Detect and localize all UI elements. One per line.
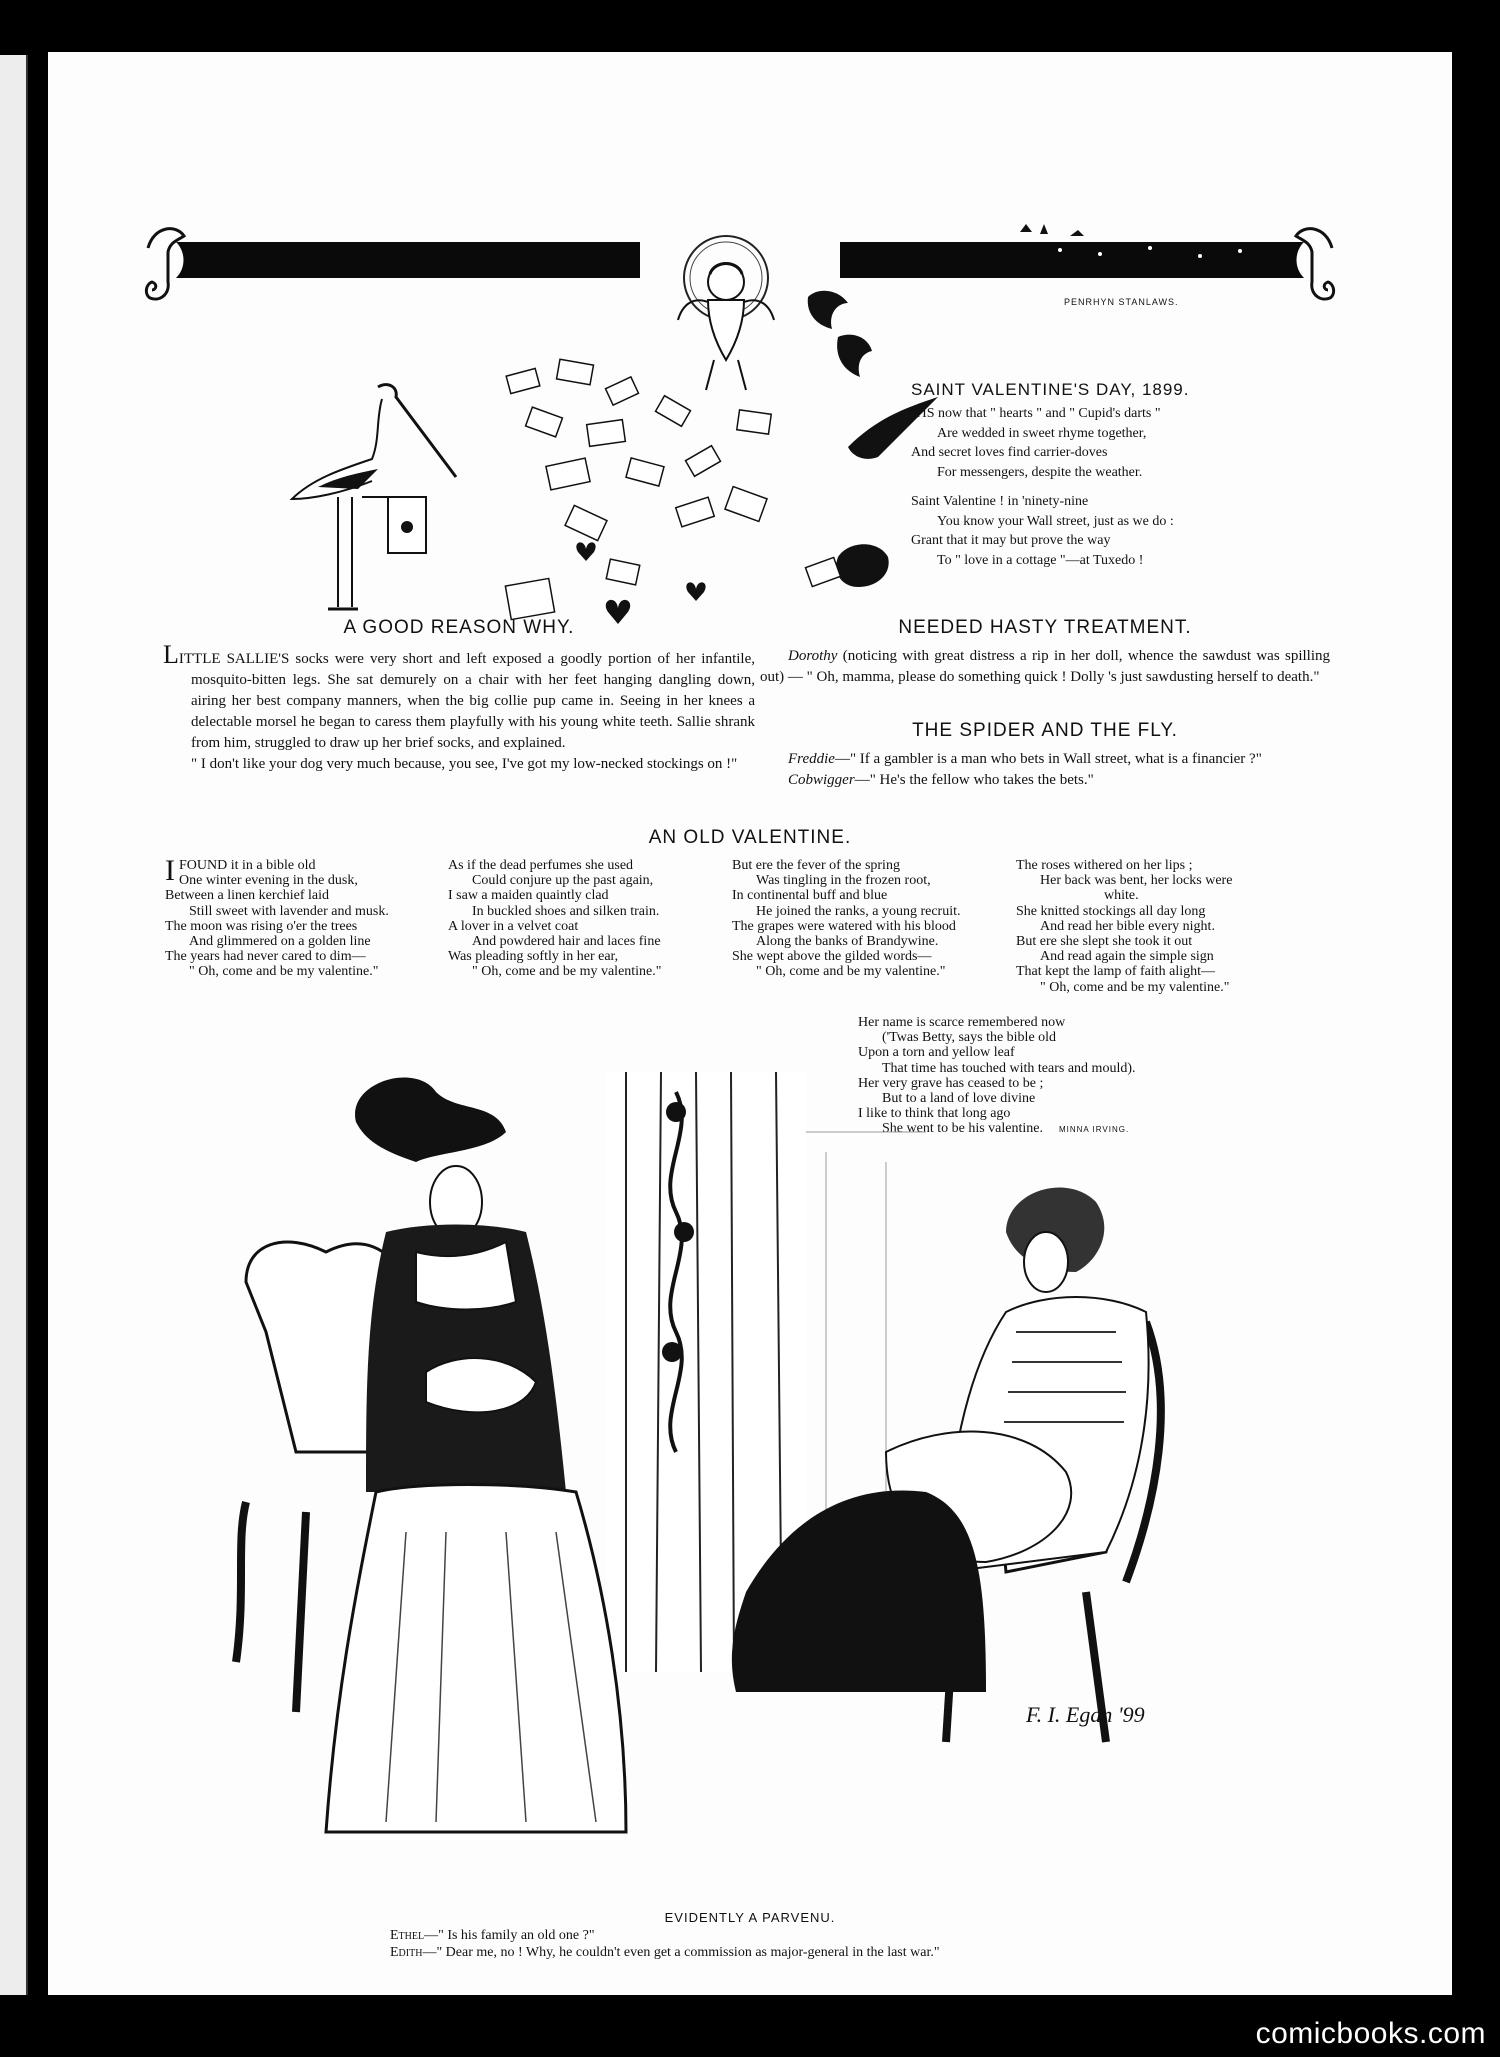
poem-line: As if the dead perfumes she used <box>448 858 634 873</box>
spider-fly-article <box>760 720 1330 791</box>
poem-line: Was tingling in the frozen root, <box>756 873 931 889</box>
poem-line: That time has touched with tears and mould). <box>882 1060 1136 1076</box>
poem-line: Saint Valentine ! in 'ninety-nine <box>911 494 1089 509</box>
speaker-name: Cobwigger <box>788 772 855 788</box>
speaker-name: Edith <box>390 1945 423 1960</box>
old-valentine-column-3 <box>732 858 1017 980</box>
poem-line: FOUND it in a bible old <box>179 858 316 873</box>
poem-line: She knitted stockings all day long <box>1016 903 1206 919</box>
speaker-name: Dorothy <box>788 648 838 664</box>
saint-valentine-stanza-1 <box>911 404 1311 482</box>
poem-line: Upon a torn and yellow leaf <box>858 1045 1015 1061</box>
poem-line: " Oh, come and be my valentine." <box>1040 979 1230 995</box>
good-reason-article <box>163 617 755 775</box>
spider-fly-body <box>760 749 1330 791</box>
good-reason-body <box>163 640 755 775</box>
poem-line: But ere the fever of the spring <box>732 858 900 873</box>
poem-line: Between a linen kerchief laid <box>165 888 330 904</box>
old-valentine-title: AN OLD VALENTINE. <box>648 827 852 848</box>
poem-line: " Oh, come and be my valentine." <box>189 964 379 980</box>
good-reason-para-1: LITTLE SALLIE'S socks were very short and left exposed a goodly portion of her infantile, mosquito-bitten legs. She sat demurely on a chair with her feet hanging dangling down, airing her best company manners, when the big collie pup came in. Seeing in her knees a delectable morsel he began to caress them playfully with his young white teeth. Sallie shrank from him, struggled to draw up her brief socks, and explained. <box>163 640 755 751</box>
poem-line: In buckled shoes and silken train. <box>472 903 660 919</box>
poem-line: And secret loves find carrier-doves <box>911 445 1108 460</box>
poem-line: To " love in a cottage "—at Tuxedo ! <box>937 552 1144 568</box>
poem-line: And read her bible every night. <box>1040 918 1215 934</box>
magazine-page <box>48 52 1452 1995</box>
poem-line: For messengers, despite the weather. <box>937 464 1143 480</box>
poem-line: And glimmered on a golden line <box>189 934 371 950</box>
poem-line: The moon was rising o'er the trees <box>165 918 358 934</box>
saint-valentine-title: SAINT VALENTINE'S DAY, 1899. <box>911 380 1190 399</box>
poem-line: And powdered hair and laces fine <box>472 934 661 950</box>
spider-fly-line-1: Freddie—" If a gambler is a man who bets in Wall street, what is a financier ?" <box>788 751 1262 767</box>
parvenu-title: EVIDENTLY A PARVENU. <box>664 1910 836 1925</box>
poem-line: In continental buff and blue <box>732 888 888 904</box>
poem-line: One winter evening in the dusk, <box>179 873 358 889</box>
speaker-name: Freddie <box>788 751 835 767</box>
poem-line: You know your Wall street, just as we do : <box>937 513 1174 529</box>
poem-line: ('Twas Betty, says the bible old <box>882 1030 1057 1046</box>
poem-line: I saw a maiden quaintly clad <box>448 888 609 904</box>
poem-line: 'TIS now that " hearts " and " Cupid's darts " <box>911 406 1161 421</box>
poem-line: The grapes were watered with his blood <box>732 918 956 934</box>
good-reason-para-2: " I don't like your dog very much because, you see, I've got my low-necked stockings on !" <box>191 756 738 772</box>
hasty-treatment-body: Dorothy (noticing with great distress a rip in her doll, whence the sawdust was spilling out) — " Oh, mamma, please do something quick ! Dolly 's just sawdusting herself to death." <box>760 648 1331 685</box>
poem-line: Are wedded in sweet rhyme together, <box>937 425 1147 441</box>
poem-line: Grant that it may but prove the way <box>911 533 1111 548</box>
poem-line: The years had never cared to dim— <box>165 949 366 965</box>
parvenu-title-wrap <box>48 1909 1452 1927</box>
poem-line: " Oh, come and be my valentine." <box>472 964 662 980</box>
speaker-name: Ethel <box>390 1928 425 1943</box>
poem-line: He joined the ranks, a young recruit. <box>756 903 961 919</box>
saint-valentine-poem <box>911 380 1311 570</box>
stork-illustration <box>278 377 478 627</box>
poem-line: Her back was bent, her locks were <box>1040 873 1233 889</box>
poem-line: But to a land of love divine <box>882 1091 1036 1107</box>
poem-line: That kept the lamp of faith alight— <box>1016 964 1216 980</box>
illustration-signature: F. I. Egan '99 <box>1026 1702 1145 1727</box>
old-valentine-column-4 <box>1016 858 1316 995</box>
poem-line: And read again the simple sign <box>1040 949 1214 965</box>
poem-line: Still sweet with lavender and musk. <box>189 903 389 919</box>
saint-valentine-stanza-2 <box>911 492 1311 570</box>
two-women-illustration <box>186 1072 1316 1902</box>
old-valentine-column-1 <box>165 854 440 980</box>
poem-line: A lover in a velvet coat <box>448 918 579 934</box>
previous-page-edge <box>0 55 28 1995</box>
poem-author: MINNA IRVING. <box>1058 1125 1130 1135</box>
drop-cap: L <box>163 640 179 669</box>
poem-line: The roses withered on her lips ; <box>1016 858 1193 873</box>
poem-line: She went to be his valentine. MINNA IRVING. <box>882 1121 1130 1137</box>
parvenu-dialogue <box>390 1927 1290 1961</box>
artist-signature: PENRHYN STANLAWS. <box>1064 297 1179 307</box>
poem-line: Along the banks of Brandywine. <box>756 934 939 950</box>
hasty-treatment-title: NEEDED HASTY TREATMENT. <box>898 617 1192 638</box>
good-reason-title: A GOOD REASON WHY. <box>343 617 575 638</box>
poem-line: Was pleading softly in her ear, <box>448 949 619 965</box>
spider-fly-line-2: Cobwigger—" He's the fellow who takes the bets." <box>788 772 1094 788</box>
poem-line: Her name is scarce remembered now <box>858 1015 1066 1030</box>
watermark: comicbooks.com <box>1255 2017 1486 2050</box>
poem-line: white. <box>1104 888 1139 904</box>
spider-fly-title: THE SPIDER AND THE FLY. <box>912 720 1178 741</box>
poem-line: But ere she slept she took it out <box>1016 934 1193 950</box>
parvenu-line-2: Edith—" Dear me, no ! Why, he couldn't even get a commission as major-general in the last war." <box>390 1945 940 1960</box>
parvenu-line-1: Ethel—" Is his family an old one ?" <box>390 1928 595 1943</box>
poem-line: I like to think that long ago <box>858 1106 1011 1122</box>
drop-cap: I <box>165 854 175 887</box>
hasty-treatment-article <box>760 617 1330 688</box>
poem-line: Her very grave has ceased to be ; <box>858 1075 1044 1091</box>
poem-line: " Oh, come and be my valentine." <box>756 964 946 980</box>
poem-line: Could conjure up the past again, <box>472 873 654 889</box>
old-valentine-column-2 <box>448 858 723 980</box>
poem-line: She wept above the gilded words— <box>732 949 932 965</box>
